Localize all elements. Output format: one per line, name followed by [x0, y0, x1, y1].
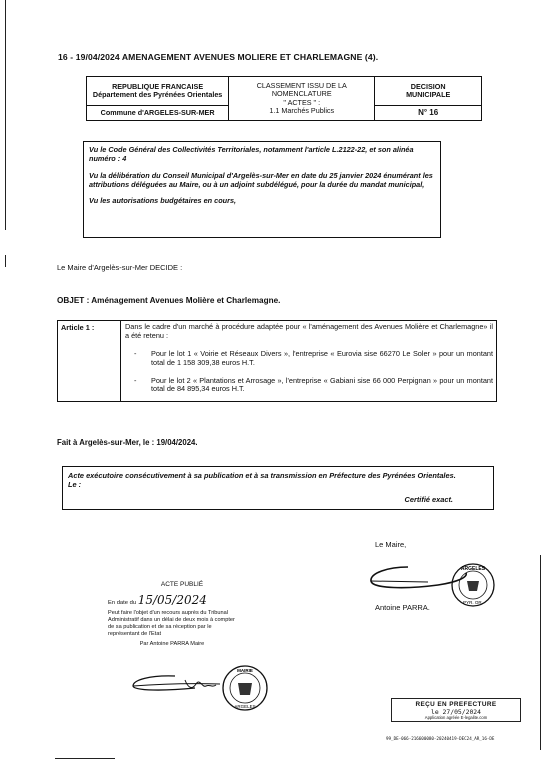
- visas-box: [83, 141, 441, 238]
- svg-text:ARGELES: ARGELES: [460, 566, 486, 572]
- svg-text:PYR. OR.: PYR. OR.: [463, 600, 483, 605]
- bottom-rule: [55, 758, 115, 759]
- acte-publie-date-prefix: En date du: [108, 600, 137, 607]
- objet-line: OBJET : Aménagement Avenues Molière et Charlemagne.: [57, 296, 281, 305]
- header-table: [86, 76, 482, 121]
- lot-2: Pour le lot 2 « Plantations et Arrosage », l'entreprise « Gabiani sise 66 000 Perpignan » pour un montant total de 84 895,34 euros H.T.: [151, 375, 493, 394]
- header-number: N° 16: [375, 106, 482, 121]
- executoire-box: [62, 466, 494, 510]
- document-title: 16 - 19/04/2024 AMENAGEMENT AVENUES MOLIERE ET CHARLEMAGNE (4).: [58, 52, 379, 62]
- header-republique: REPUBLIQUE FRANCAISE Département des Pyrénées Orientales: [87, 77, 229, 106]
- header-commune: Commune d'ARGELES-SUR-MER: [87, 106, 229, 121]
- executoire-text: Acte exécutoire consécutivement à sa publication et à sa transmission en Préfecture des Pyrénées Orientales.: [68, 471, 456, 480]
- prefecture-receipt-stamp: [386, 698, 521, 741]
- margin-mark: [5, 0, 6, 230]
- maire-label: Le Maire,: [375, 540, 407, 549]
- header-classement: CLASSEMENT ISSU DE LA NOMENCLATURE " ACTES " : 1.1 Marchés Publics: [229, 77, 375, 121]
- acte-publie-recours: Peut faire l'objet d'un recours auprès du Tribunal Administratif dans un délai de deux mois à compter de sa publication et de sa réception par le représentant de l'Etat: [108, 610, 235, 638]
- margin-mark: [5, 255, 6, 267]
- lot-1: Pour le lot 1 « Voirie et Réseaux Divers », l'entreprise « Eurovia sise 66270 Le Soler » pour un montant total de 1 158 309,38 euros H.T.: [151, 348, 493, 367]
- executoire-le: Le :: [68, 480, 82, 490]
- receipt-title: REÇU EN PREFECTURE: [415, 701, 497, 708]
- fait-line: Fait à Argelès-sur-Mer, le : 19/04/2024.: [57, 438, 198, 447]
- article-intro: Dans le cadre d'un marché à procédure adaptée pour « l'aménagement des Avenues Molière et Charlemagne» il a été retenu :: [125, 322, 493, 340]
- maire-name: Antoine PARRA.: [375, 603, 430, 612]
- svg-text:MAIRIE: MAIRIE: [237, 668, 253, 673]
- article-label: Article 1 :: [61, 323, 95, 332]
- header-decision: DECISION MUNICIPALE: [375, 77, 482, 106]
- acte-publie-block: [108, 581, 236, 648]
- acte-publie-date: 15/05/2024: [137, 593, 207, 608]
- visa-deliberation: Vu la délibération du Conseil Municipal d'Argelès-sur-Mer en date du 25 janvier 2024 énumérant les attributions déléguées au Maire, ou à un adjoint subdélégué, pour la durée du mandat municipal,: [89, 170, 433, 189]
- article-box: Article 1 : Dans le cadre d'un marché à procédure adaptée pour « l'aménagement des Avenues Molière et Charlemagne» il a été retenu : - Pour le lot 1 « Voirie et Réseaux Divers », l'entreprise « Eurovia sise 66270 Le Soler » pour un montant total de 1 158 309,38 euros H.T. - Pour le lot 2 « Plantations et Arrosage », l'entreprise « Gabiani sise 66 000 Perpignan » pour un montant total de 84 895,34 euros H.T.: [57, 320, 497, 402]
- margin-mark: [540, 555, 541, 750]
- publication-signature-image: [130, 658, 270, 718]
- receipt-sub: Application agréée E-legalite.com: [424, 715, 488, 720]
- receipt-date: le 27/05/2024: [430, 708, 482, 716]
- visa-budget: Vu les autorisations budgétaires en cours,: [89, 196, 237, 206]
- acte-publie-par: Par Antoine PARRA Maire: [139, 641, 205, 648]
- svg-text:ARGELES: ARGELES: [234, 704, 256, 709]
- receipt-id: 99_DE-066-216600080-20240419-DEC24_AR_16-DE: [386, 736, 495, 741]
- certifie-exact: Certifié exact.: [404, 494, 453, 504]
- visa-cgct: Vu le Code Général des Collectivités Territoriales, notamment l'article L.2122-22, et son alinéa numéro : 4: [89, 145, 414, 164]
- decide-line: Le Maire d'Argelès-sur-Mer DECIDE :: [57, 263, 183, 272]
- acte-publie-title: ACTE PUBLIÉ: [160, 581, 204, 588]
